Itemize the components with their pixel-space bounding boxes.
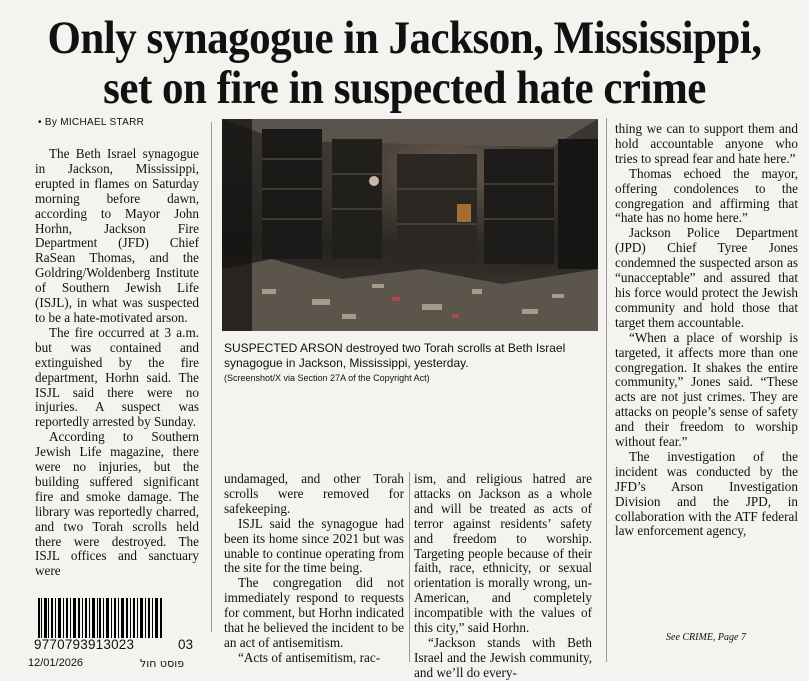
- continuation-reference: See CRIME, Page 7: [666, 632, 746, 643]
- burned-synagogue-photo: [222, 119, 598, 331]
- paragraph: The fire occurred at 3 a.m. but was contained and extinguished by the fire department, Horhn said. The ISJL said there were no injuries. A suspect was reportedly arrested by Sunday.: [35, 324, 199, 430]
- column-rule: [409, 472, 410, 662]
- caption-text: SUSPECTED ARSON destroyed two Torah scrolls at Beth Israel synagogue in Jackson, Mississippi, yesterday.: [224, 341, 566, 370]
- photo-credit: (Screenshot/X via Section 27A of the Copyright Act): [224, 373, 430, 383]
- byline: • By MICHAEL STARR: [38, 117, 145, 128]
- barcode-icon: [38, 598, 162, 638]
- paragraph: Jackson Police Department (JPD) Chief Tyree Jones condemned the suspected arson as “unacceptable” and assured that his force would protect the Jewish community and hold those that target them accountable.: [615, 225, 798, 330]
- paragraph: Thomas echoed the mayor, offering condolences to the congregation and affirming that “hate has no home here.”: [615, 165, 798, 226]
- paragraph: The investigation of the incident was conducted by the JFD’s Arson Investigation Division and the JPD, in collaboration with the ATF federal law enforcement agency,: [615, 448, 798, 539]
- issue-number: 03: [178, 637, 194, 652]
- column-rule: [211, 122, 212, 632]
- barcode-number: 9770793913023: [34, 637, 135, 652]
- headline-line-1: Only synagogue in Jackson, Mississippi,: [47, 12, 762, 64]
- column-rule: [606, 118, 607, 662]
- paragraph: “Jackson stands with Beth Israel and the Jewish community, and we’ll do every-: [414, 634, 592, 680]
- paragraph: The Beth Israel synagogue in Jackson, Mississippi, erupted in flames on Saturday morning before dawn, according to Mayor John Horhn, Jackson Fire Department (JFD) Chief RaSean Thomas, and the Goldring/Woldenberg Institute of Southern Jewish Life (ISJL), in what was suspected to be a hate-motivated arson.: [35, 146, 199, 325]
- paragraph: ism, and religious hatred are attacks on Jackson as a whole and will be treated as acts of terror against residents’ safety and freedom to worship. Targeting people because of their faith, race, ethnicity, or sexual orientation is morally wrong, un-American, and completely incompatible with the values of this city,” said Horhn.: [414, 471, 592, 636]
- article-column-4: [615, 122, 798, 539]
- paragraph: undamaged, and other Torah scrolls were removed for safekeeping.: [224, 471, 404, 516]
- paragraph: The congregation did not immediately respond to requests for comment, but Horhn indicated that he believed the incident to be an act of antisemitism.: [224, 575, 404, 650]
- issue-date: 12/01/2026: [28, 657, 84, 669]
- article-column-3: [414, 472, 592, 681]
- paragraph: ISJL said the synagogue had been its home since 2021 but was unable to continue operating from the site for the time being.: [224, 515, 404, 576]
- hebrew-label: פוסט חול: [140, 657, 185, 670]
- paragraph: “When a place of worship is targeted, it affects more than one congregation. It shakes the entire community,” Jones said. “These acts are not just crimes. They are attacks on people’s sense of safety and their freedom to worship without fear.”: [615, 329, 798, 450]
- article-column-2: [224, 472, 404, 666]
- headline-line-2: set on fire in suspected hate crime: [103, 62, 706, 114]
- photo-caption: [224, 341, 600, 386]
- article-column-1: [35, 147, 199, 579]
- paragraph: thing we can to support them and hold accountable anyone who tries to spread fear and hate here.”: [615, 121, 798, 166]
- paragraph: “Acts of antisemitism, rac-: [238, 649, 381, 665]
- paragraph: According to Southern Jewish Life magazine, there were no injuries, but the building suffered significant fire and smoke damage. The library was reportedly charred, and two Torah scrolls held there were destroyed. The ISJL offices and sanctuary were: [35, 429, 199, 579]
